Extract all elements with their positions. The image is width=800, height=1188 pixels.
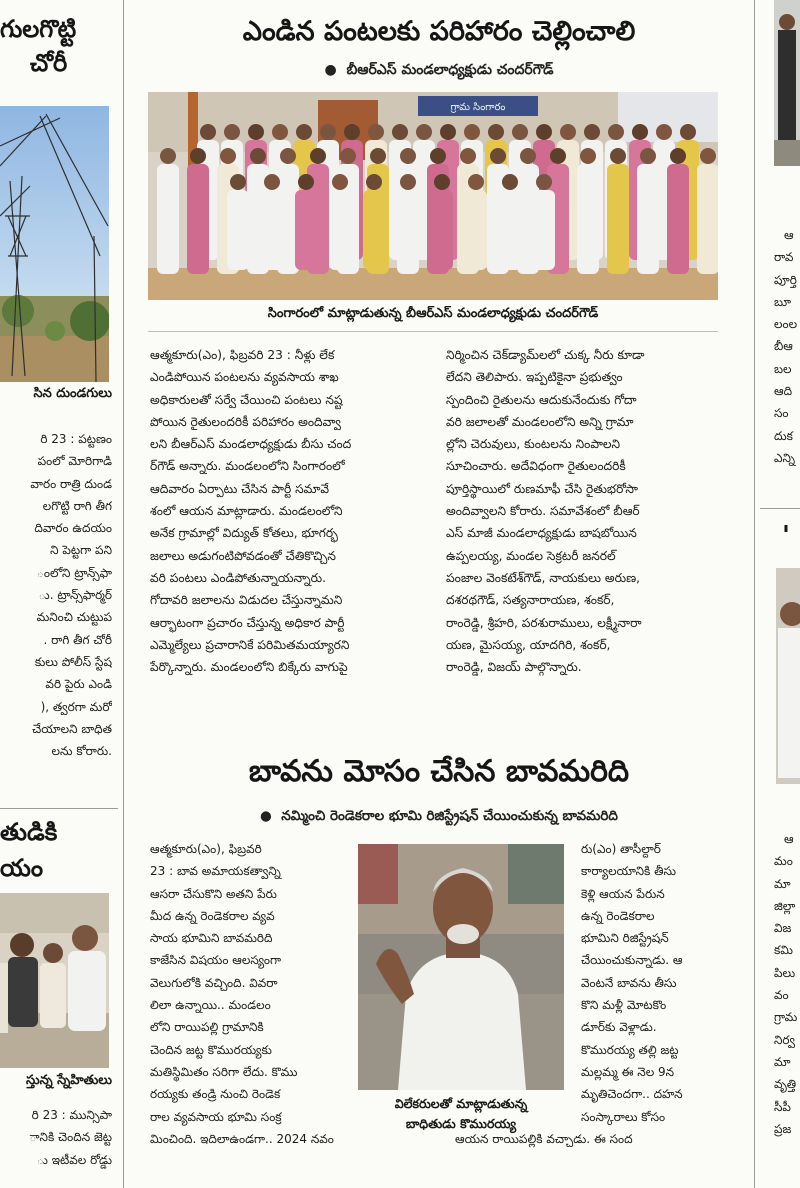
- group-member-head: [608, 124, 624, 140]
- story-2-line: కొని మళ్లీ మోటకొం: [581, 998, 667, 1013]
- group-member-head: [368, 124, 384, 140]
- group-member: [577, 164, 599, 274]
- story-2-column-1: [150, 838, 355, 1150]
- story-1-line: శంలో ఆయన మాట్లాడారు. మండలంలోని: [150, 504, 343, 519]
- story-1-line: ఆదివారం ఏర్పాటు చేసిన పార్టీ సమావే: [150, 481, 330, 496]
- story-2-line: మల్లమ్మ ఈ నెల 9న: [581, 1064, 675, 1079]
- group-member-head: [224, 124, 240, 140]
- left-story-line: ), త్వరగా మరో: [40, 699, 112, 714]
- story-2-victim-photo: [358, 844, 564, 1090]
- elderly-man-speaking-image: [358, 844, 564, 1090]
- group-member-head: [160, 148, 176, 164]
- group-member: [667, 164, 689, 274]
- group-member-head: [610, 148, 626, 164]
- right-story-2-line: మా: [774, 876, 791, 891]
- right-story-line: ఆ: [784, 228, 794, 242]
- story-2-subheadline: [128, 808, 750, 827]
- story-2-line: కాజేసిన విషయం ఆలస్యంగా: [150, 953, 282, 968]
- right-story-line: రావ: [774, 250, 794, 265]
- story-2-line: రాల వ్యవసాయ భూమి సంక్ర: [150, 1109, 282, 1124]
- right-story-line: దుక: [774, 428, 793, 443]
- story-1-line: ఎమ్మెల్యేలు ప్రచారానికే పరిమితమయ్యారని: [150, 637, 350, 652]
- group-member-head: [464, 124, 480, 140]
- story-2-line: వెంటనే బావను తీసు: [581, 975, 677, 990]
- left-story-line: ు. ట్రాన్స్‌ఫార్మర్: [38, 588, 112, 603]
- group-member: [157, 164, 179, 274]
- right-photo-person: [776, 568, 800, 784]
- story-1-line: నిర్మించిన చెక్‌డ్యామ్‌లలో చుక్క నీరు కూడా: [446, 348, 645, 362]
- story-1-subheadline-text: బీఆర్ఎస్ మండలాధ్యక్షుడు చందర్‌గౌడ్: [346, 62, 554, 78]
- group-member: [329, 190, 351, 270]
- right-story-2-line: పిలు: [774, 965, 796, 980]
- group-member-head: [298, 174, 314, 190]
- group-member: [431, 190, 453, 270]
- story-1-line: ఎండిపోయిన పంటలను వ్యవసాయ శాఖ: [150, 370, 339, 385]
- right-photo-top: [774, 0, 800, 166]
- story-2-line: సంస్కారాలు కోసం: [581, 1109, 666, 1124]
- right-person-image: [776, 568, 800, 784]
- story-2-headline: బావను మోసం చేసిన బావమరిది: [248, 754, 630, 789]
- right-story-line: బీఆ: [774, 339, 793, 354]
- story-2-line: సాయ భూమిని బావమరిది: [150, 931, 273, 946]
- right-story-line: ఆది: [774, 384, 793, 399]
- story-1-line: పూర్తిస్థాయిలో రుణమాఫీ చేసి రైతుభరోసా: [446, 481, 638, 496]
- story-1-line: అందివ్వాలని కోరారు. సమావేశంలో బీఆర్: [446, 504, 640, 519]
- bullet-icon: ●: [324, 62, 347, 78]
- right-story-separator: [760, 508, 800, 509]
- story-1-line: వరి పంటలు ఎండిపోతున్నాయన్నారు.: [150, 570, 326, 585]
- story-1-line: ఉప్పలయ్య, మండల సెక్రటరీ జనరల్: [446, 548, 616, 563]
- left-story-line: పంలో మోరిగాడి: [37, 454, 112, 469]
- group-member-head: [580, 148, 596, 164]
- right-quote-mark: ': [782, 521, 790, 551]
- right-story-line: బూ: [774, 294, 792, 309]
- right-story-2-line: మా: [774, 1054, 791, 1069]
- right-story-line: బల: [774, 361, 792, 376]
- group-member-head: [490, 148, 506, 164]
- right-story-2-line: జిల్లా: [774, 898, 796, 913]
- group-member-head: [248, 124, 264, 140]
- group-member-head: [560, 124, 576, 140]
- story-2-line: ఆయన రాయిపల్లికి వచ్చాడు. ఈ సంద: [455, 1132, 633, 1146]
- story-2-photo-caption-line-2: బాధితుడు కొమురయ్య: [405, 1116, 517, 1131]
- group-member-head: [680, 124, 696, 140]
- left-story-2-line: ు ఇటీవల రోడ్డు: [36, 1152, 112, 1167]
- story-2-line: మించింది. ఇదిలాఉండగా.. 2024 నవం: [150, 1131, 334, 1146]
- group-member-head: [536, 124, 552, 140]
- left-photo-friends: [0, 893, 109, 1068]
- group-member-head: [272, 124, 288, 140]
- group-member-head: [340, 148, 356, 164]
- story-1-caption-rule: [148, 331, 718, 332]
- story-2-line: చెందిన జట్ట కొమురయ్యకు: [150, 1042, 272, 1057]
- right-story-2-line: ఆ: [784, 832, 794, 846]
- story-1-line: లేదని తెలిపారు. ఇప్పటికైనా ప్రభుత్వం: [446, 370, 623, 385]
- group-member-head: [512, 124, 528, 140]
- group-member-head: [632, 124, 648, 140]
- story-1-headline: ఎండిన పంటలకు పరిహారం చెల్లించాలి: [242, 16, 636, 47]
- left-headline-2-line-1: తుడికి: [0, 818, 58, 846]
- story-1-line: గోదావరి జలాలను విడుదల చేస్తున్నామని: [150, 593, 343, 608]
- group-member-head: [536, 174, 552, 190]
- group-member-head: [190, 148, 206, 164]
- right-story-2-line: ప్రజ: [774, 1121, 792, 1136]
- left-story-line: కులు పోలీస్ స్టేష: [34, 654, 112, 669]
- group-member: [261, 190, 283, 270]
- story-2-line: కొమురయ్య తల్లి జట్ట: [581, 1042, 679, 1057]
- story-2-line: కార్యాలయానికి తీసు: [581, 864, 677, 879]
- story-1-line: పేర్కొన్నారు. మండలంలోని బిక్కేరు వాగుపై: [150, 660, 348, 675]
- story-2-column-2-tail: [455, 1128, 753, 1150]
- left-story-separator: [0, 808, 118, 809]
- group-member-head: [230, 174, 246, 190]
- group-member-head: [310, 148, 326, 164]
- group-member-head: [250, 148, 266, 164]
- group-member-head: [400, 174, 416, 190]
- group-member: [697, 164, 718, 274]
- story-2-line: ఆత్మకూరు(ఎం), ఫిబ్రవరి: [150, 842, 262, 856]
- story-2-line: కెళ్లి ఆయన పేరున: [581, 886, 665, 901]
- story-1-line: స్పందించి రైతులను ఆదుకునేందుకు గోదా: [446, 392, 637, 407]
- story-2-line: ఆసరా చేసుకొని అతని పేరు: [150, 886, 277, 901]
- group-member-head: [400, 148, 416, 164]
- story-1-line: అనేక గ్రామాల్లో విద్యుత్ కోతలు, భూగర్భ: [150, 526, 338, 541]
- story-1-column-1: [150, 344, 435, 678]
- right-story-line: పూర్తి: [774, 272, 797, 287]
- group-member-head: [392, 124, 408, 140]
- story-1-line: ల్లోని చెరువులు, కుంటలను నింపాలని: [446, 437, 621, 452]
- left-headline-line-1: గులగొట్టి: [0, 15, 77, 43]
- group-member-head: [584, 124, 600, 140]
- right-story-2-line: వృత్తి: [774, 1077, 797, 1092]
- left-headline-2: [0, 814, 118, 886]
- right-top-image: [774, 0, 800, 166]
- right-story-line: సం: [774, 406, 789, 421]
- group-member: [637, 164, 659, 274]
- right-story-line: ఎన్ని: [774, 450, 796, 465]
- right-story-2-line: విజ: [774, 921, 792, 936]
- story-2-line: భూమిని రిజిస్ట్రేషన్: [581, 931, 669, 946]
- story-1-line: రాంరెడ్డి, శ్రీహరి, పరశురాములు, లక్ష్మీనారా: [446, 615, 642, 630]
- column-divider-left: [123, 0, 124, 1188]
- story-1-line: వరి జలాలతో మండలంలోని అన్ని గ్రామా: [446, 414, 634, 429]
- group-member-head: [640, 148, 656, 164]
- left-photo-tower: [0, 106, 109, 382]
- story-1-line: ర్‌గౌడ్ అన్నారు. మండలంలోని సింగారంలో: [150, 459, 345, 474]
- right-story-2-line: సీపీ: [774, 1099, 791, 1114]
- group-member-head: [200, 124, 216, 140]
- group-member-head: [264, 174, 280, 190]
- group-member-head: [416, 124, 432, 140]
- story-2-column-2: [581, 838, 753, 1128]
- story-1-line: అధికారులతో సర్వే చేయించి పంటలు నష్ట: [150, 392, 343, 407]
- left-story-line: లను కోరారు.: [51, 744, 112, 759]
- story-1-subheadline: [128, 62, 750, 81]
- bullet-icon: ●: [260, 808, 282, 824]
- story-1-column-2: [446, 344, 724, 678]
- left-story-line: వారం రాత్రి దుండ: [30, 476, 112, 491]
- left-headline: [0, 12, 118, 80]
- story-2-line: మీద ఉన్న రెండెకరాల వ్యవ: [150, 908, 275, 923]
- group-member: [607, 164, 629, 274]
- left-photo-caption: సిన దుండగులు: [33, 386, 112, 401]
- right-story-2-text: [760, 828, 800, 1140]
- left-story-line: ంలోని ట్రాన్స్‌ఫా: [36, 565, 112, 580]
- group-member-head: [520, 148, 536, 164]
- story-2-line: ఉన్న రెండెకరాల: [581, 908, 655, 923]
- group-member-head: [220, 148, 236, 164]
- left-story-line: మనించి చుట్టుప: [36, 610, 112, 625]
- story-2-line: మతిస్థిమితం సరిగా లేదు. కొము: [150, 1064, 298, 1079]
- left-story-line: ని పెట్టగా పని: [50, 543, 112, 558]
- story-2-photo-caption-line-1: విలేకరులతో మాట్లాడుతున్న: [394, 1096, 528, 1111]
- column-divider-right: [754, 0, 755, 1188]
- group-member: [363, 190, 385, 270]
- right-story-2-line: మం: [774, 854, 793, 869]
- group-member: [397, 190, 419, 270]
- left-story-line: చేయాలని బాధిత: [32, 721, 112, 736]
- story-1-line: జలాలు అడుగంటిపోవడంతో చేతికొచ్చిన: [150, 548, 336, 563]
- transmission-tower-image: [0, 106, 109, 382]
- group-member-head: [440, 124, 456, 140]
- group-member-head: [332, 174, 348, 190]
- story-2-subheadline-text: నమ్మించి రెండెకరాల భూమి రిజిస్ట్రేషన్ చేయించుకున్న బావమరిది: [281, 808, 618, 824]
- left-story-line: . రాగి తీగ చోరీ: [43, 632, 112, 647]
- group-member-head: [550, 148, 566, 164]
- story-2-line: మృతిచెందగా.. దహన: [581, 1087, 683, 1102]
- group-member-head: [370, 148, 386, 164]
- story-2-line: చేయించుకున్నాడు. ఆ: [581, 953, 683, 968]
- group-member-head: [670, 148, 686, 164]
- story-1-line: సూచించారు. అదేవిధంగా రైతులందరికీ: [446, 459, 626, 474]
- party-meeting-group-image: [148, 92, 718, 300]
- left-story-text: [0, 428, 112, 762]
- group-member-head: [502, 174, 518, 190]
- story-1-line: పోయిన రైతులందరికీ పరిహారం అందివ్వా: [150, 414, 341, 429]
- group-member: [187, 164, 209, 274]
- left-photo-2-caption: స్తున్న స్నేహితులు: [26, 1073, 112, 1088]
- left-story-line: లగొట్టి రాగి తీగ: [42, 498, 112, 513]
- story-1-line: పంజాల వెంకటేశ్‌గౌడ్, నాయకులు అరుణ,: [446, 570, 641, 585]
- group-member-head: [488, 124, 504, 140]
- story-2-line: లోని రాయిపల్లి గ్రామానికి: [150, 1020, 264, 1035]
- story-1-line: లని బీఆర్ఎస్ మండలాధ్యక్షుడు బీసు చంద: [150, 437, 352, 452]
- group-member-head: [366, 174, 382, 190]
- story-2-line: రయ్యకు తండ్రి నుంచి రెండెక: [150, 1087, 281, 1102]
- group-member: [499, 190, 521, 270]
- story-1-group-photo: [148, 92, 718, 300]
- right-story-2-line: నిర్వ: [774, 1032, 796, 1047]
- story-2-line: వెలుగులోకి వచ్చింది. వివరా: [150, 975, 278, 990]
- left-headline-line-2: చోరీ: [30, 49, 68, 77]
- left-story-2-line: రి 23 : మున్సిపా: [31, 1108, 112, 1122]
- group-member: [295, 190, 317, 270]
- left-story-line: దివారం ఉదయం: [34, 521, 112, 536]
- banner-text: గ్రామ సింగారం: [450, 102, 506, 113]
- left-story-line: వరి పైరు ఎండి: [45, 677, 112, 692]
- group-member-head: [434, 174, 450, 190]
- left-story-line: రి 23 : పట్టణం: [40, 432, 112, 446]
- story-1-line: యణ, మైసయ్య, యాదగిరి, శంకర్,: [446, 637, 611, 652]
- group-member-head: [280, 148, 296, 164]
- story-2-line: డూర్‌కు వెళ్లాడు.: [581, 1020, 657, 1035]
- story-1-photo-caption: సింగారంలో మాట్లాడుతున్న బీఆర్ఎస్ మండలాధ్యక్షుడు చందర్‌గౌడ్: [267, 306, 599, 321]
- right-story-2-line: వం: [774, 988, 789, 1003]
- left-headline-2-line-2: యం: [0, 854, 44, 882]
- left-story-2-line: ానికి చెందిన జెట్ట: [29, 1130, 112, 1145]
- group-member: [533, 190, 555, 270]
- story-1-line: ఆత్మకూరు(ఎం), ఫిబ్రవరి 23 : నీళ్లు లేక: [150, 348, 335, 362]
- group-member-head: [460, 148, 476, 164]
- story-1-line: రాంరెడ్డి, విజయ్ పాల్గొన్నారు.: [446, 660, 582, 675]
- group-member: [227, 190, 249, 270]
- group-member-head: [700, 148, 716, 164]
- group-member-head: [656, 124, 672, 140]
- right-story-text: [760, 224, 800, 469]
- story-2-line: లిలా ఉన్నాయి.. మండలం: [150, 998, 271, 1013]
- group-member-head: [320, 124, 336, 140]
- group-member-head: [344, 124, 360, 140]
- group-member-head: [296, 124, 312, 140]
- group-member: [465, 190, 487, 270]
- story-2-line: రు(ఎం) తాసీల్దార్: [581, 842, 661, 856]
- friends-group-image: [0, 893, 109, 1068]
- story-1-line: ఎస్ మాజీ మండలాధ్యక్షుడు బాషబోయిన: [446, 526, 637, 541]
- right-story-line: లంల: [774, 317, 798, 332]
- group-member-head: [468, 174, 484, 190]
- group-member-head: [430, 148, 446, 164]
- story-1-line: ఆర్భాటంగా ప్రచారం చేస్తున్న అధికార పార్టీ: [150, 615, 345, 630]
- left-story-2-text: [0, 1104, 112, 1171]
- right-story-2-line: గ్రామ: [774, 1010, 798, 1025]
- story-2-line: 23 : బావ అమాయకత్వాన్ని: [150, 864, 281, 879]
- story-1-line: దశరథగౌడ్, సత్యనారాయణ, శంకర్,: [446, 593, 615, 608]
- right-story-2-line: కమి: [774, 943, 793, 958]
